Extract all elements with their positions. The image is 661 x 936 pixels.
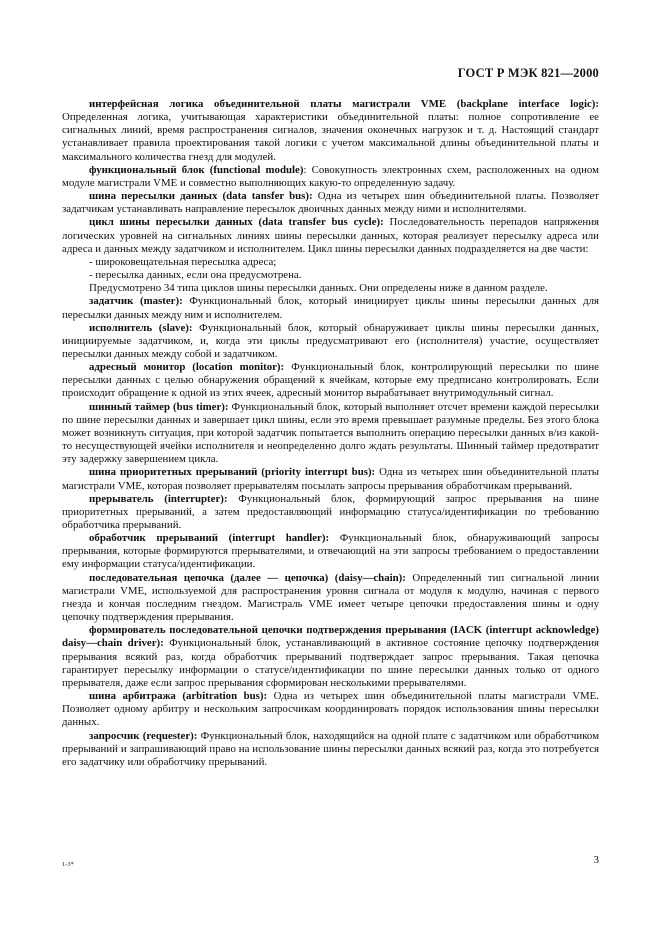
definition-text: Определенная логика, учитывающая характеристики объединительной платы: полное сопротивление ее сигнальных линий, время распространения сигналов, значения оконечных нагрузок и т. д. Настоящий стандарт устанавливает правила проектирования такой логики с учетом максимальной длины объединительной платы и максимального количества гнезд для модулей. xyxy=(62,111,599,163)
definition-term: шинный таймер (bus timer): xyxy=(89,400,229,413)
definition-term: шина приоритетных прерываний (priority interrupt bus): xyxy=(89,466,376,479)
definition-text: Последовательность перепадов напряжения логических уровней на сигнальных линиях шины пересылки данных, которая реализует пересылку адреса или адреса и данных между задатчиком и исполнителем. Цикл шины пересылки данных подразделяется на две части: xyxy=(62,216,599,255)
definition-paragraph xyxy=(62,532,599,571)
definition-paragraph xyxy=(62,493,599,532)
definition-term: обработчик прерываний (interrupt handler): xyxy=(89,532,330,545)
definition-term: шина пересылки данных (data tansfer bus): xyxy=(89,190,313,203)
definition-text: Одна из четырех шин объединительной платы магистрали VME, которая позволяет прерывателям посылать запросы прерывания обработчикам прерываний. xyxy=(62,466,599,492)
page-number: 3 xyxy=(593,854,599,866)
definition-term: интерфейсная логика объединительной платы магистрали VME (backplane interface logic): xyxy=(89,98,599,110)
document-body xyxy=(62,98,599,769)
definition-term: цикл шины пересылки данных (data transfer bus cycle): xyxy=(89,216,384,229)
list-item: - широковещательная пересылка адреса; xyxy=(89,255,277,268)
definition-paragraph xyxy=(62,190,599,216)
list-item: - пересылка данных, если она предусмотрена. xyxy=(89,269,302,282)
definition-text: Одна из четырех шин объединительной платы. Позволяет задатчикам устанавливать направление пересылок двоичных данных между ними и исполнителями. xyxy=(62,190,599,216)
definition-text: Одна из четырех шин объединительной платы магистрали VME. Позволяет одному арбитру и нескольким запросчикам координировать порядок использования шины пересылки данных. xyxy=(62,690,600,729)
definition-term: формирователь последовательной цепочки подтверждения прерывания (IACK (interrupt acknowledge) daisy—chain driver): xyxy=(62,624,599,650)
body-paragraph: Предусмотрено 34 типа циклов шины пересылки данных. Они определены ниже в данном разделе. xyxy=(89,282,548,295)
definition-text: : Совокупность электронных схем, расположенных на одном модуле магистрали VME и совместно выполняющих какую-то определенную задачу. xyxy=(62,163,599,189)
definition-text: Функциональный блок, который обнаруживает циклы шины пересылки данных, инициируемые задатчиком, и, когда эти циклы предусматривают его (исполнителя) участие, осуществляет пересылки данных между собой и задатчиком. xyxy=(62,321,599,360)
definition-term: исполнитель (slave): xyxy=(89,321,193,334)
definition-term: функциональный блок (functional module) xyxy=(89,163,304,176)
definition-paragraph xyxy=(62,216,599,255)
definition-term: адресный монитор (location monitor): xyxy=(89,361,285,374)
definition-text: Функциональный блок, находящийся на одной плате с задатчиком или обработчиком прерываний и запрашивающий право на использование шины пересылки данных всякий раз, когда это потребуется его задатчику или обработчику прерываний. xyxy=(62,729,599,768)
definition-text: Функциональный блок, который инициирует циклы шины пересылки данных для пересылки данных между ним и исполнителем. xyxy=(62,295,599,321)
definition-paragraph xyxy=(62,164,599,190)
definition-paragraph xyxy=(62,466,599,492)
definition-text: Функциональный блок, устанавливающий в активное состояние цепочку подтверждения прерывания всякий раз, когда обработчик прерываний подтверждает запрос прерывания. Такая цепочка гарантирует пересылку информации о статусе/идентификации по шине пересылки данных только от одного прерывателя, даже если запрос прерывания сформирован несколькими прерывателями. xyxy=(62,637,599,689)
definition-paragraph xyxy=(62,295,599,321)
definition-term: запросчик (requester): xyxy=(89,729,198,742)
definition-paragraph xyxy=(62,322,599,361)
definition-paragraph xyxy=(62,98,599,164)
definition-paragraph xyxy=(62,624,599,690)
definition-text: Функциональный блок, контролирующий пересылки по шине пересылки данных с целью обнаружения обращений к ячейкам, которые ему предписано контролировать. Если происходит обращение к одной из этих ячеек, адресный монитор вырабатывает внутримодульный сигнал. xyxy=(62,361,599,400)
definition-paragraph xyxy=(62,401,599,467)
definition-term: шина арбитража (arbitration bus): xyxy=(89,690,268,703)
definition-term: последовательная цепочка (далее — цепочка) (daisy—chain): xyxy=(89,571,406,584)
definition-paragraph xyxy=(62,361,599,400)
definition-text: Функциональный блок, обнаруживающий запросы прерывания, которые формируются прерывателями, и отвечающий на эти запросы требованием о предоставлении ему информации статуса/идентификации. xyxy=(62,532,599,571)
definition-text: Функциональный блок, формирующий запрос прерывания на шине приоритетных прерываний, а затем предоставляющий информацию статуса/идентификации по требованию обработчика прерываний. xyxy=(62,492,599,531)
definition-paragraph xyxy=(62,690,599,729)
standard-header: ГОСТ Р МЭК 821—2000 xyxy=(457,66,599,80)
definition-term: задатчик (master): xyxy=(89,295,183,308)
definition-text: Функциональный блок, который выполняет отсчет времени каждой пересылки по шине пересылки данных и завершает цикл шины, если это время превышает разумные пределы. Без этого блока может возникнуть ситуация, при которой задатчик попытается выполнить операцию пересылки данных в/из какой-то несуществующей ячейки исполнителя и неопределенно долго ждать результаты. Шинный таймер предотвратит эту задержку завершением цикла. xyxy=(62,400,599,466)
definition-paragraph xyxy=(62,572,599,625)
definition-term: прерыватель (interrupter): xyxy=(89,492,228,505)
sheet-mark: 1-3* xyxy=(62,861,74,868)
definition-paragraph xyxy=(62,730,599,769)
definition-text: Определенный тип сигнальной линии магистрали VME, используемой для распространения уровня сигнала от модуля к модулю, начиная с первого гнезда и кончая последним гнездом. Магистраль VME имеет четыре цепочки предоставления шины и одну цепочку подтверждения прерывания. xyxy=(62,571,599,624)
